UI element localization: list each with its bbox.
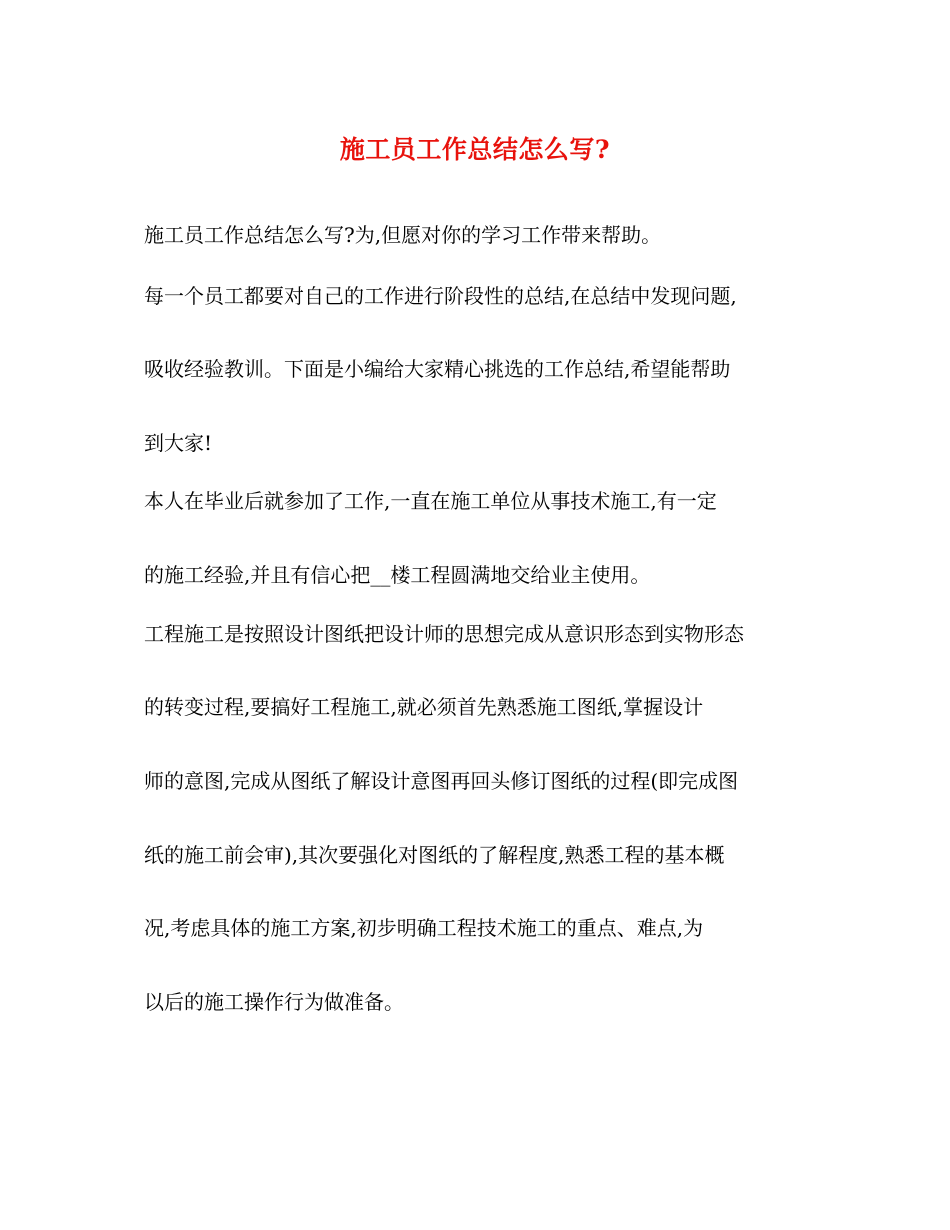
paragraph-line: 吸收经验教训。下面是小编给大家精心挑选的工作总结,希望能帮助	[144, 357, 731, 381]
paragraph-line: 工程施工是按照设计图纸把设计师的思想完成从意识形态到实物形态	[144, 622, 744, 646]
paragraph-line: 施工员工作总结怎么写?为,但愿对你的学习工作带来帮助。	[144, 223, 662, 247]
paragraph-line: 的转变过程,要搞好工程施工,就必须首先熟悉施工图纸,掌握设计	[144, 695, 704, 719]
paragraph-line: 本人在毕业后就参加了工作,一直在施工单位从事技术施工,有一定	[144, 489, 717, 513]
paragraph-line: 以后的施工操作行为做准备。	[144, 990, 404, 1014]
paragraph-line: 每一个员工都要对自己的工作进行阶段性的总结,在总结中发现问题,	[144, 284, 737, 308]
paragraph-line: 的施工经验,并且有信心把__楼工程圆满地交给业主使用。	[144, 563, 651, 587]
document-title: 施工员工作总结怎么写?	[339, 135, 611, 164]
paragraph-line: 纸的施工前会审),其次要强化对图纸的了解程度,熟悉工程的基本概	[144, 843, 725, 867]
paragraph-line: 况,考虑具体的施工方案,初步明确工程技术施工的重点、难点,为	[144, 916, 704, 940]
paragraph-line: 到大家!	[144, 431, 213, 455]
paragraph-line: 师的意图,完成从图纸了解设计意图再回头修订图纸的过程(即完成图	[144, 769, 739, 793]
